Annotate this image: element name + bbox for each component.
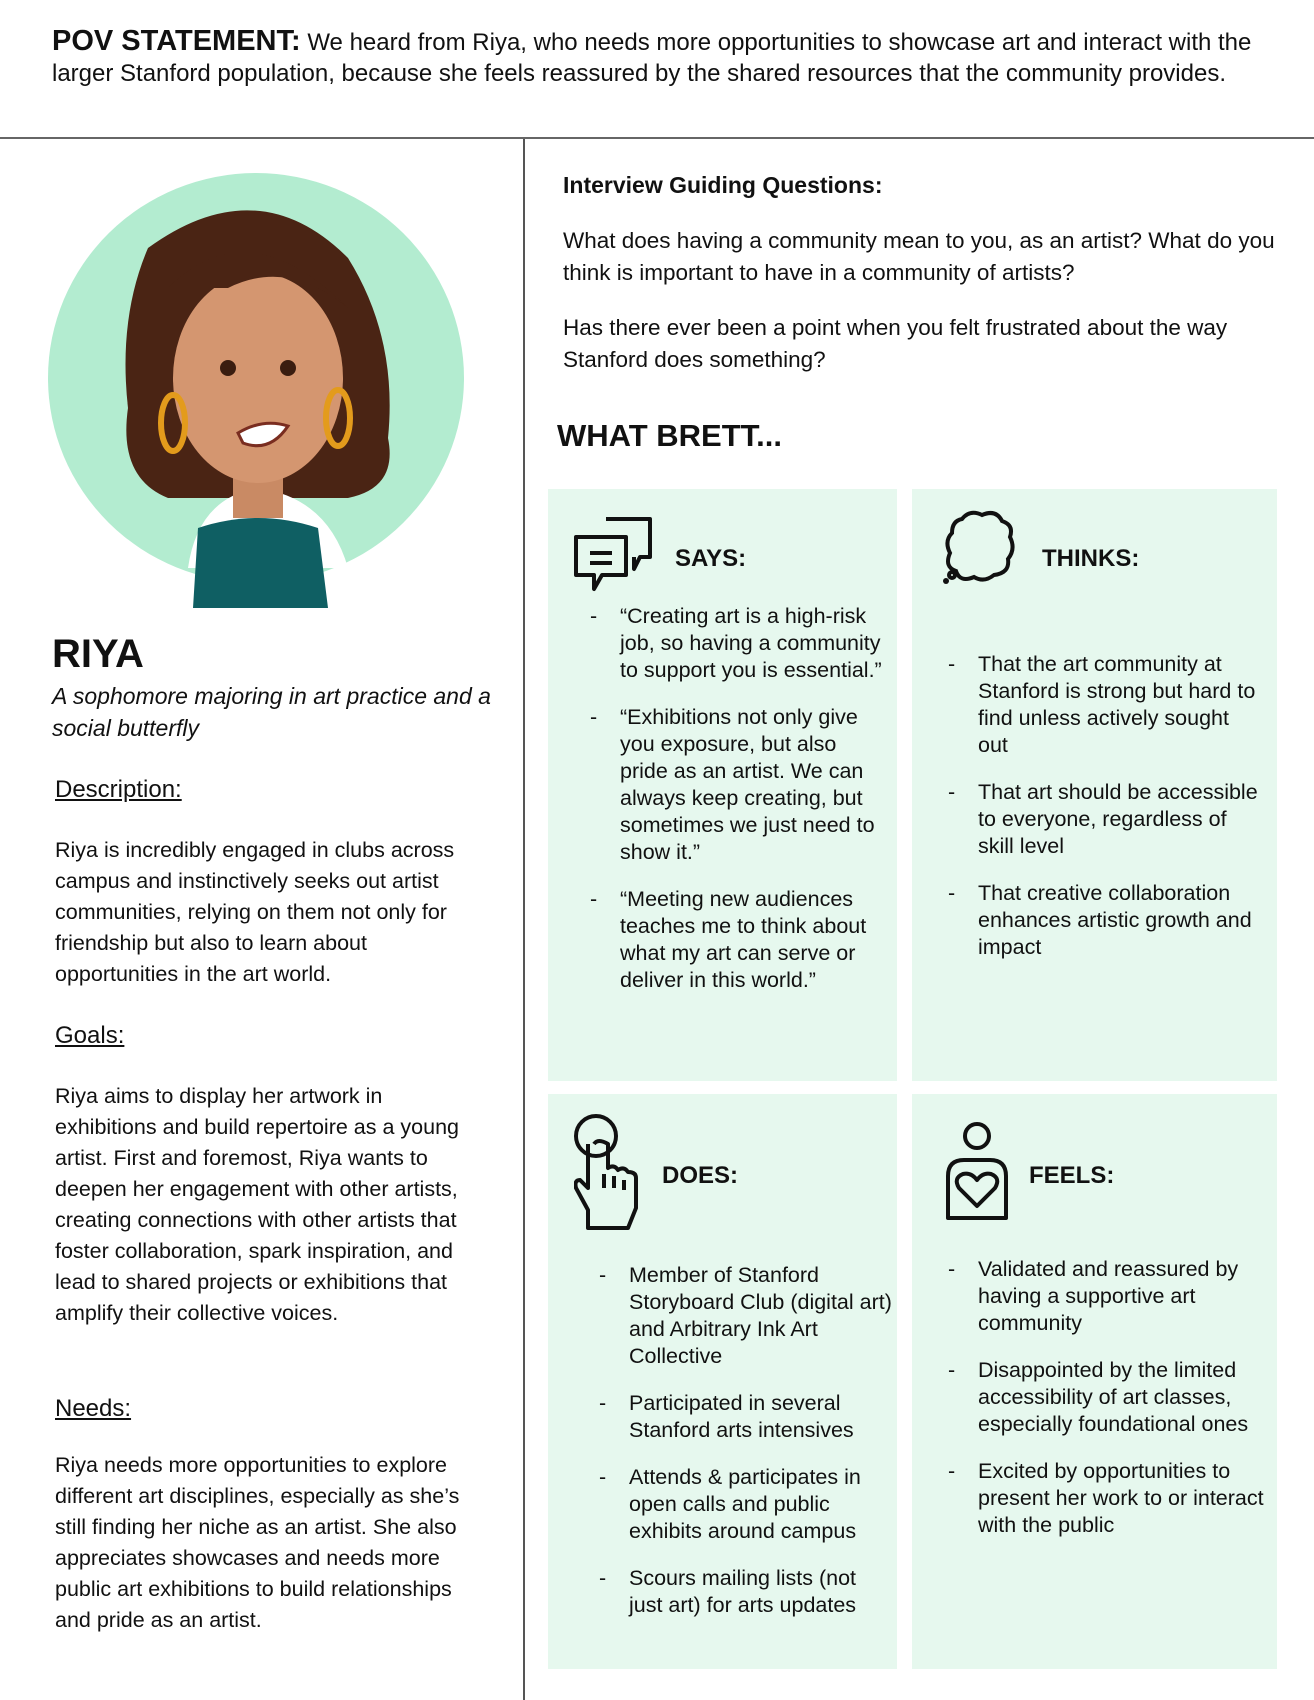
thought-cloud-icon: [942, 509, 1022, 585]
interview-question: Has there ever been a point when you felt frustrated about the way Stanford does something?: [563, 315, 1228, 372]
list-item: - Validated and reassured by having a supportive art community: [942, 1256, 1267, 1337]
list-item: - Participated in several Stanford arts intensives: [593, 1390, 893, 1444]
list-item: - That art should be accessible to everyone, regardless of skill level: [942, 779, 1262, 860]
list-item: - Disappointed by the limited accessibility of art classes, especially foundational ones: [942, 1357, 1267, 1438]
list-item: - “Exhibitions not only give you exposure, but also pride as an artist. We can always keep creating, but sometimes we just need to show it.”: [584, 704, 884, 866]
list-item: - Member of Stanford Storyboard Club (digital art) and Arbitrary Ink Art Collective: [593, 1262, 893, 1370]
does-list: [593, 1262, 893, 1639]
thinks-quadrant: [912, 489, 1277, 1081]
needs-text: Riya needs more opportunities to explore different art disciplines, especially as she’s still finding her niche as an artist. She also appreciates showcases and needs more public art exhibitions to build relationships and pride as an artist.: [55, 1453, 460, 1632]
feels-list: [942, 1256, 1267, 1559]
list-item: - That the art community at Stanford is strong but hard to find unless actively sought out: [942, 651, 1262, 759]
feels-quadrant: [912, 1094, 1277, 1669]
does-label: DOES:: [662, 1162, 739, 1189]
speech-bubbles-icon: [572, 515, 658, 595]
pov-header: [0, 0, 1314, 139]
list-item: - Attends & participates in open calls and public exhibits around campus: [593, 1464, 893, 1545]
says-quadrant: [548, 489, 897, 1081]
pointing-hand-icon: [574, 1114, 644, 1232]
empathy-map-title: WHAT BRETT...: [557, 418, 783, 453]
person-heart-icon: [942, 1122, 1012, 1222]
interview-heading: Interview Guiding Questions:: [563, 172, 883, 198]
persona-name: RIYA: [52, 632, 144, 676]
thinks-list: [942, 651, 1262, 981]
list-item: - “Creating art is a high-risk job, so having a community to support you is essential.”: [584, 603, 884, 684]
pov-text: We heard from Riya, who needs more opportunities to showcase art and interact with the larger Stanford population, because she feels reassured by the shared resources that the community provides.: [52, 29, 1252, 87]
does-quadrant: [548, 1094, 897, 1669]
pov-label: POV STATEMENT:: [52, 25, 301, 57]
persona-subtitle: A sophomore majoring in art practice and a social butterfly: [52, 683, 491, 741]
pov-statement: [52, 26, 1282, 89]
list-item: - “Meeting new audiences teaches me to think about what my art can serve or deliver in this world.”: [584, 886, 884, 994]
column-divider: [523, 139, 525, 1700]
needs-heading: Needs:: [55, 1395, 132, 1422]
says-list: [584, 603, 884, 1014]
list-item: - Scours mailing lists (not just art) for arts updates: [593, 1565, 893, 1619]
says-label: SAYS:: [675, 545, 747, 572]
goals-heading: Goals:: [55, 1022, 125, 1049]
goals-text: Riya aims to display her artwork in exhibitions and build repertoire as a young artist. First and foremost, Riya wants to deepen her engagement with other artists, creating connections with other artists that foster collaboration, spark inspiration, and lead to shared projects or exhibitions that amplify their collective voices.: [55, 1084, 459, 1325]
thinks-label: THINKS:: [1042, 545, 1140, 572]
list-item: - That creative collaboration enhances artistic growth and impact: [942, 880, 1262, 961]
description-heading: Description:: [55, 776, 182, 803]
interview-question: What does having a community mean to you, as an artist? What do you think is important to have in a community of artists?: [563, 228, 1275, 285]
persona-avatar: [48, 168, 468, 608]
feels-label: FEELS:: [1029, 1162, 1115, 1189]
description-text: Riya is incredibly engaged in clubs across campus and instinctively seeks out artist communities, relying on them not only for friendship but also to learn about opportunities in the art world.: [55, 838, 455, 986]
list-item: - Excited by opportunities to present her work to or interact with the public: [942, 1458, 1267, 1539]
